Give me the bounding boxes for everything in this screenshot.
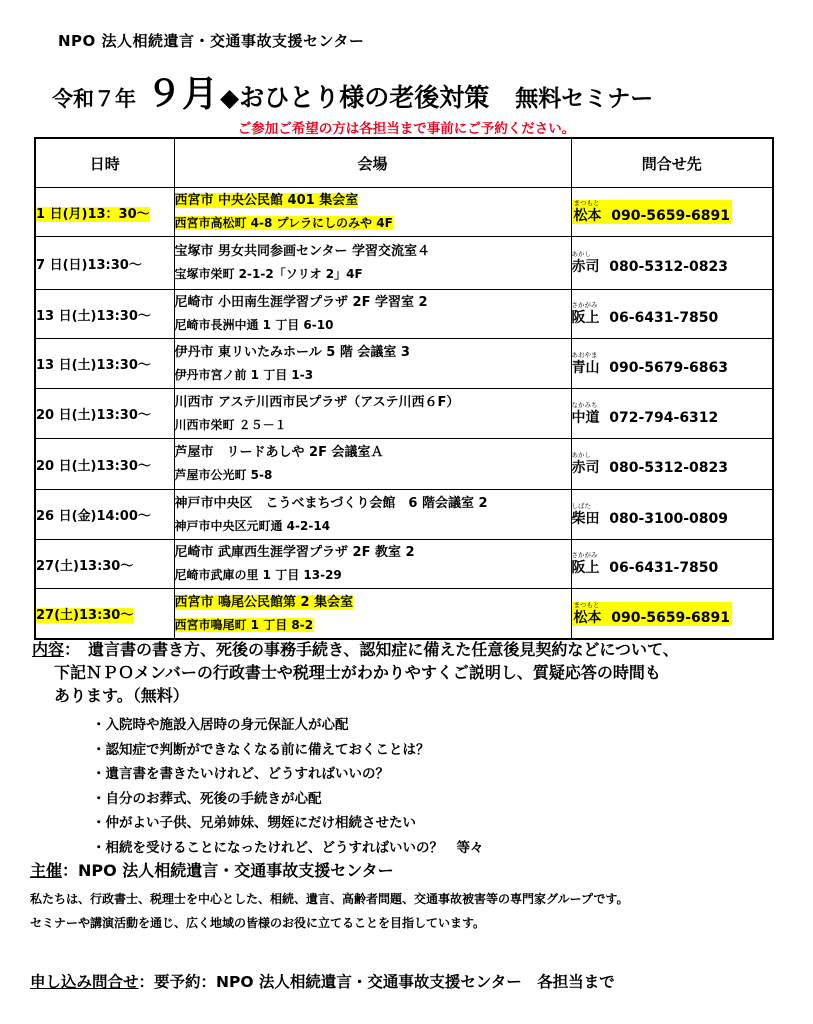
- contact-phone: 090-5659-6891: [611, 208, 731, 224]
- cell-date: [35, 237, 174, 290]
- cell-venue: [174, 290, 571, 339]
- venue-address: 西宮市鳴尾町 1 丁目 8-2: [174, 617, 314, 632]
- venue-address: 宝塚市栄町 2-1-2「ソリオ 2」4F: [174, 267, 363, 281]
- contact-ruby: あおやま: [571, 350, 598, 359]
- contact-name: 青山: [571, 359, 600, 376]
- list-item: ・自分のお葬式、死後の手続きが心配: [92, 790, 322, 807]
- application-contact: [30, 970, 615, 992]
- contact-phone: 080-5312-0823: [609, 460, 729, 476]
- contact-name: 松本: [573, 208, 602, 224]
- date-text: 1 日(月)13：30～: [36, 206, 150, 222]
- cell-contact: [571, 389, 773, 439]
- content-label: 内容: [32, 640, 65, 659]
- contact-name: 松本: [573, 609, 602, 626]
- contact-ruby: なかみち: [571, 400, 598, 409]
- cell-contact: [571, 237, 773, 290]
- contact-name: 柴田: [571, 510, 600, 527]
- table-row: [35, 540, 773, 589]
- organization-name: NPO 法人相続遺言・交通事故支援センター: [58, 32, 365, 50]
- contact-name: 中道: [571, 409, 600, 426]
- cell-date: [35, 339, 174, 389]
- venue-name: 川西市 アステ川西市民プラザ（アステ川西６F）: [174, 394, 460, 410]
- venue-address: 伊丹市宮ノ前 1 丁目 1-3: [174, 367, 314, 382]
- venue-address: 芦屋市公光町 5-8: [174, 468, 273, 482]
- cell-contact: [571, 290, 773, 339]
- date-text: 26 日(金)14:00～: [36, 509, 151, 524]
- contact-name: 赤司: [571, 259, 600, 275]
- contact-ruby: まつもと: [573, 600, 600, 609]
- host-line: [30, 858, 394, 881]
- venue-name: 西宮市 鳴尾公民館第 2 集会室: [174, 594, 354, 610]
- contact-name: 阪上: [571, 560, 600, 576]
- cell-contact: [571, 339, 773, 389]
- cell-date: [35, 389, 174, 439]
- description-line-2: セミナーや講演活動を通じ、広く地域の皆様のお役に立てることを目指しています。: [30, 916, 486, 930]
- content-text-1: ： 遺言書の書き方、死後の事務手続き、認知症に備えた任意後見契約などについて、: [64, 640, 679, 659]
- date-text: 13 日(土)13:30～: [36, 358, 151, 373]
- contact-phone: 090-5659-6891: [611, 609, 731, 626]
- contact-phone: 080-3100-0809: [609, 510, 729, 527]
- venue-name: 宝塚市 男女共同参画センター 学習交流室４: [174, 244, 431, 259]
- contact-phone: 072-794-6312: [609, 409, 719, 426]
- table-row: [35, 490, 773, 540]
- venue-name: 神戸市中央区 こうべまちづくり会館 6 階会議室 2: [174, 495, 488, 511]
- table-row: [35, 389, 773, 439]
- apply-label: 申し込み問合せ: [30, 973, 139, 991]
- header-date: 日時: [35, 138, 174, 188]
- table-row: [35, 188, 773, 237]
- apply-text: ：要予約：NPO 法人相続遺言・交通事故支援センター 各担当まで: [138, 973, 615, 991]
- cell-contact: [571, 490, 773, 540]
- cell-venue: [174, 540, 571, 589]
- table-row: [35, 339, 773, 389]
- contact-ruby: さかがみ: [571, 301, 598, 309]
- cell-venue: [174, 389, 571, 439]
- date-text: 7 日(日)13:30～: [36, 257, 142, 273]
- cell-date: [35, 188, 174, 237]
- venue-name: 西宮市 中央公民館 401 集会室: [174, 193, 359, 208]
- cell-contact: [571, 188, 773, 237]
- cell-venue: [174, 339, 571, 389]
- content-line-3: あります。（無料）: [54, 686, 189, 705]
- table-row: [35, 237, 773, 290]
- contact-ruby: あかし: [571, 250, 591, 258]
- cell-date: [35, 439, 174, 490]
- venue-name: 芦屋市 リードあしや 2F 会議室Ａ: [174, 445, 384, 460]
- venue-name: 伊丹市 東リいたみホール 5 階 会議室 3: [174, 344, 410, 360]
- contact-ruby: あかし: [571, 451, 591, 459]
- venue-name: 尼崎市 武庫西生涯学習プラザ 2F 教室 2: [174, 545, 415, 560]
- venue-address: 神戸市中央区元町通 4-2-14: [174, 518, 331, 533]
- cell-venue: [174, 237, 571, 290]
- venue-address: 川西市栄町 ２５－１: [174, 417, 287, 432]
- venue-address: 尼崎市長洲中通 1 丁目 6-10: [174, 318, 334, 332]
- description-line-1: 私たちは、行政書士、税理士を中心とした、相続、遺言、高齢者問題、交通事故被害等の専門家グループです。: [30, 892, 629, 906]
- host-text: ：NPO 法人相続遺言・交通事故支援センター: [62, 861, 394, 880]
- title-era: 令和７年: [52, 87, 136, 111]
- date-text: 20 日(土)13:30～: [36, 458, 151, 474]
- table-row: [35, 290, 773, 339]
- table-row: [35, 439, 773, 490]
- cell-contact: [571, 439, 773, 490]
- concern-list: [92, 713, 484, 860]
- venue-address: 尼崎市武庫の里 1 丁目 13-29: [174, 568, 342, 582]
- date-text: 27(土)13:30～: [36, 608, 134, 623]
- contact-ruby: まつもと: [573, 199, 600, 207]
- cell-date: [35, 490, 174, 540]
- venue-name: 尼崎市 小田南生涯学習プラザ 2F 学習室 2: [174, 295, 428, 310]
- host-label: 主催: [30, 861, 63, 880]
- cell-date: [35, 540, 174, 589]
- title-free-seminar: 無料セミナー: [515, 86, 654, 112]
- contact-ruby: さかがみ: [571, 551, 598, 559]
- date-text: 27(土)13:30～: [36, 558, 134, 574]
- schedule-table: [34, 137, 774, 640]
- contact-name: 赤司: [571, 460, 600, 476]
- title-month: ９月: [146, 74, 219, 115]
- venue-address: 西宮市高松町 4-8 プレラにしのみや 4F: [174, 216, 393, 230]
- list-item: ・認知症で判断ができなくなる前に備えておくことは？: [92, 741, 430, 758]
- contact-phone: 080-5312-0823: [609, 259, 729, 275]
- header-venue: 会場: [174, 138, 571, 188]
- cell-venue: [174, 490, 571, 540]
- date-text: 13 日(土)13:30～: [36, 308, 151, 324]
- cell-date: [35, 589, 174, 640]
- list-item: ・入院時や施設入居時の身元保証人が心配: [92, 717, 349, 733]
- contact-name: 阪上: [571, 310, 600, 326]
- contact-phone: 06-6431-7850: [609, 560, 719, 576]
- title-topic: ◆おひとり様の老後対策: [220, 83, 490, 112]
- list-item: ・遺言書を書きたいけれど、どうすればいいの？: [92, 766, 389, 782]
- table-header-row: [35, 138, 773, 188]
- cell-venue: [174, 188, 571, 237]
- organization-description: [30, 887, 800, 935]
- contact-phone: 090-5679-6863: [609, 359, 729, 376]
- cell-date: [35, 290, 174, 339]
- cell-venue: [174, 439, 571, 490]
- date-text: 20 日(土)13:30～: [36, 408, 151, 423]
- page-title: [52, 66, 653, 117]
- content-line-1: [32, 638, 792, 661]
- list-item: ・相続を受けることになったけれど、どうすればいいの？ 等々: [92, 839, 484, 856]
- table-row: [35, 589, 773, 640]
- cell-venue: [174, 589, 571, 640]
- content-section: [32, 638, 792, 707]
- cell-contact: [571, 540, 773, 589]
- contact-phone: 06-6431-7850: [609, 310, 719, 326]
- header-contact: 問合せ先: [571, 138, 773, 188]
- list-item: ・仲がよい子供、兄弟姉妹、甥姪にだけ相続させたい: [92, 815, 416, 831]
- cell-contact: [571, 589, 773, 640]
- content-line-2: 下記ＮＰＯメンバーの行政書士や税理士がわかりやすくご説明し、質疑応答の時間も: [54, 663, 661, 682]
- contact-ruby: しばた: [571, 501, 591, 510]
- reservation-notice: ご参加ご希望の方は各担当まで事前にご予約ください。: [237, 121, 576, 137]
